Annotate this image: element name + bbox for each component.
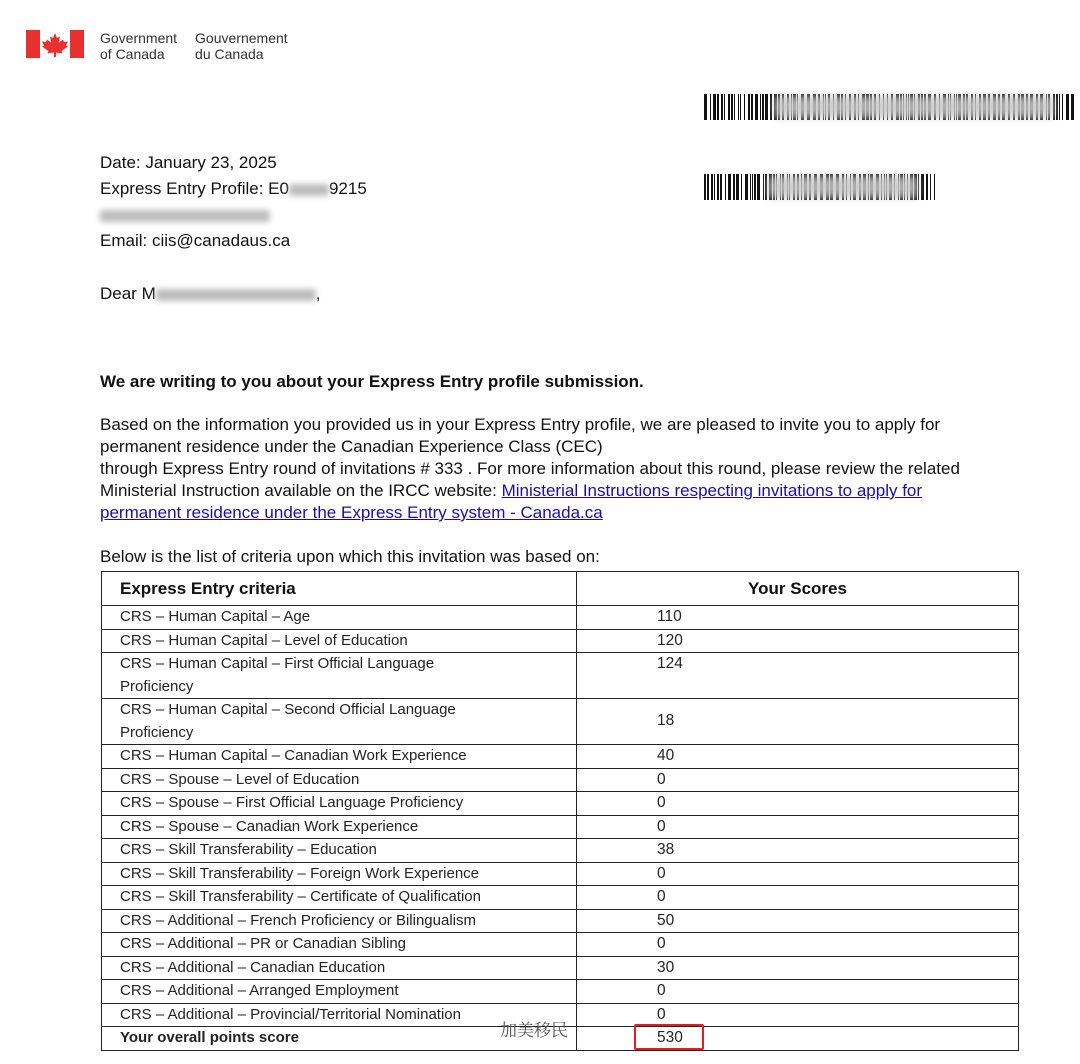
barcode-bar [754, 174, 756, 200]
barcode-bar [765, 94, 768, 120]
ministerial-instructions-link-part-1[interactable]: Ministerial Instructions respecting invitations to apply for [501, 481, 923, 500]
table-row [102, 862, 1019, 886]
barcode-top [704, 94, 1074, 120]
criteria-cell: CRS – Spouse – First Official Language Proficiency [102, 792, 577, 816]
gov-fr-line-2: du Canada [195, 46, 264, 62]
criteria-cell: CRS – Skill Transferability – Education [102, 839, 577, 863]
barcode-bar [1066, 94, 1069, 120]
table-row [102, 653, 1019, 699]
letter-date: Date: January 23, 2025 [100, 153, 277, 172]
barcode-bar [741, 174, 742, 200]
criteria-cell: CRS – Human Capital – Second Official Language Proficiency [102, 699, 577, 745]
table-row [102, 933, 1019, 957]
criteria-cell: CRS – Human Capital – Age [102, 606, 577, 630]
body-line-4-prefix: Ministerial Instruction available on the IRCC website: [100, 481, 502, 500]
score-cell: 50 [577, 909, 1019, 933]
criteria-table [101, 571, 1019, 1051]
score-cell: 0 [577, 768, 1019, 792]
total-score-cell [577, 1027, 1019, 1051]
barcode-bar [762, 94, 764, 120]
barcode-bar [704, 174, 706, 200]
letter-heading: We are writing to you about your Express Entry profile submission. [100, 372, 644, 391]
barcode-bar [926, 174, 928, 200]
profile-number [100, 179, 367, 199]
barcode-bar [760, 94, 761, 120]
redacted-name-line [100, 205, 270, 225]
score-cell: 38 [577, 839, 1019, 863]
barcode-bar [731, 94, 733, 120]
greeting-start: Dear M [100, 284, 156, 303]
email-line: Email: ciis@canadaus.ca [100, 231, 291, 250]
score-cell: 0 [577, 792, 1019, 816]
government-of-canada-logo [26, 30, 306, 62]
table-row [102, 792, 1019, 816]
barcode-bar [1071, 94, 1074, 120]
score-cell: 30 [577, 956, 1019, 980]
gov-en-line-2: of Canada [100, 46, 165, 62]
gov-name-english [100, 30, 177, 62]
criteria-intro: Below is the list of criteria upon which this invitation was based on: [100, 547, 600, 566]
table-row [102, 745, 1019, 769]
criteria-cell: CRS – Skill Transferability – Foreign Work Experience [102, 862, 577, 886]
criteria-cell: CRS – Additional – French Proficiency or Bilingualism [102, 909, 577, 933]
barcode-bar [934, 174, 935, 200]
table-row [102, 629, 1019, 653]
criteria-cell: CRS – Additional – PR or Canadian Sibling [102, 933, 577, 957]
profile-number-prefix: Express Entry Profile: E0 [100, 179, 289, 198]
barcode-bar [745, 174, 748, 200]
total-score-highlight-box [634, 1024, 704, 1050]
redacted-greeting-name [156, 289, 316, 301]
greeting [100, 284, 320, 304]
barcode-bar [752, 174, 753, 200]
barcode-bar [734, 94, 735, 120]
body-line-5 [100, 502, 1060, 524]
barcode-bar [721, 94, 723, 120]
body-line-1: Based on the information you provided us in your Express Entry profile, we are pleased to invite you to apply for [100, 415, 941, 434]
criteria-cell: CRS – Human Capital – Canadian Work Experience [102, 745, 577, 769]
barcode-bar [763, 174, 764, 200]
barcode-bar [751, 94, 753, 120]
gov-fr-line-1: Gouvernement [195, 30, 288, 46]
table-header-row [102, 572, 1019, 606]
barcode-bar [711, 174, 713, 200]
barcode-bar [748, 94, 750, 120]
criteria-cell: CRS – Human Capital – First Official Language Proficiency [102, 653, 577, 699]
criteria-cell: CRS – Spouse – Canadian Work Experience [102, 815, 577, 839]
barcode-bar [728, 174, 731, 200]
score-cell: 124 [577, 653, 1019, 699]
barcode-bar [717, 174, 719, 200]
scores-column-header: Your Scores [577, 572, 1019, 606]
score-cell: 110 [577, 606, 1019, 630]
criteria-cell: CRS – Skill Transferability – Certificate of Qualification [102, 886, 577, 910]
barcode-bar [738, 94, 739, 120]
redacted-name [100, 210, 270, 222]
score-cell: 120 [577, 629, 1019, 653]
barcode-bar [725, 174, 726, 200]
barcode-bar [744, 94, 745, 120]
barcode-bar [755, 94, 758, 120]
barcode-bar [740, 94, 741, 120]
body-line-3: through Express Entry round of invitations # 333 . For more information about this round, please review the related [100, 459, 960, 478]
score-cell: 0 [577, 815, 1019, 839]
table-row [102, 886, 1019, 910]
redacted-profile-digits [289, 184, 329, 196]
table-row [102, 768, 1019, 792]
barcode-bar [707, 174, 709, 200]
barcode-bar [930, 174, 931, 200]
profile-number-suffix: 9215 [328, 179, 367, 198]
table-row [102, 956, 1019, 980]
score-cell: 0 [577, 933, 1019, 957]
body-line-4 [100, 480, 1060, 502]
watermark-text: 加美移民 [500, 1021, 568, 1040]
barcode-bar [1056, 94, 1058, 120]
gov-name-french [195, 30, 288, 62]
barcode-bar [717, 94, 719, 120]
score-cell: 0 [577, 980, 1019, 1004]
canada-flag-icon [26, 30, 84, 58]
table-row [102, 815, 1019, 839]
barcode-bar [757, 174, 760, 200]
barcode-bottom [704, 174, 938, 200]
table-row [102, 606, 1019, 630]
criteria-cell: CRS – Human Capital – Level of Education [102, 629, 577, 653]
barcode-bar [921, 174, 924, 200]
barcode-bar [918, 174, 919, 200]
barcode-bar [728, 94, 730, 120]
criteria-cell: CRS – Additional – Canadian Education [102, 956, 577, 980]
letter-body [100, 414, 1060, 524]
score-cell: 0 [577, 886, 1019, 910]
barcode-bar [733, 174, 735, 200]
barcode-bar [714, 174, 715, 200]
score-cell: 0 [577, 862, 1019, 886]
barcode-bar [770, 94, 772, 120]
table-row [102, 909, 1019, 933]
gov-en-line-1: Government [100, 30, 178, 46]
score-cell: 18 [577, 699, 1019, 745]
score-cell: 0 [577, 1003, 1019, 1027]
barcode-bar [1062, 94, 1063, 120]
criteria-cell: CRS – Spouse – Level of Education [102, 768, 577, 792]
barcode-bar [724, 94, 725, 120]
total-score: 530 [657, 1029, 683, 1046]
ministerial-instructions-link-part-2[interactable]: permanent residence under the Express Entry system - Canada.ca [100, 503, 603, 522]
body-line-2: permanent residence under the Canadian Experience Class (CEC) [100, 437, 603, 456]
barcode-bar [704, 94, 707, 120]
barcode-bar [713, 94, 716, 120]
table-row [102, 839, 1019, 863]
greeting-end: , [315, 284, 321, 303]
barcode-bar [750, 174, 751, 200]
criteria-cell: CRS – Additional – Arranged Employment [102, 980, 577, 1004]
barcode-bar [765, 174, 767, 200]
score-cell: 40 [577, 745, 1019, 769]
table-row [102, 699, 1019, 745]
total-label: Your overall points score [102, 1027, 577, 1051]
barcode-bar [710, 94, 711, 120]
table-row [102, 980, 1019, 1004]
barcode-bar [736, 174, 739, 200]
criteria-cell: CRS – Additional – Provincial/Territorial Nomination [102, 1003, 577, 1027]
barcode-bar [1059, 94, 1060, 120]
barcode-bar [720, 174, 722, 200]
criteria-column-header: Express Entry criteria [102, 572, 577, 606]
